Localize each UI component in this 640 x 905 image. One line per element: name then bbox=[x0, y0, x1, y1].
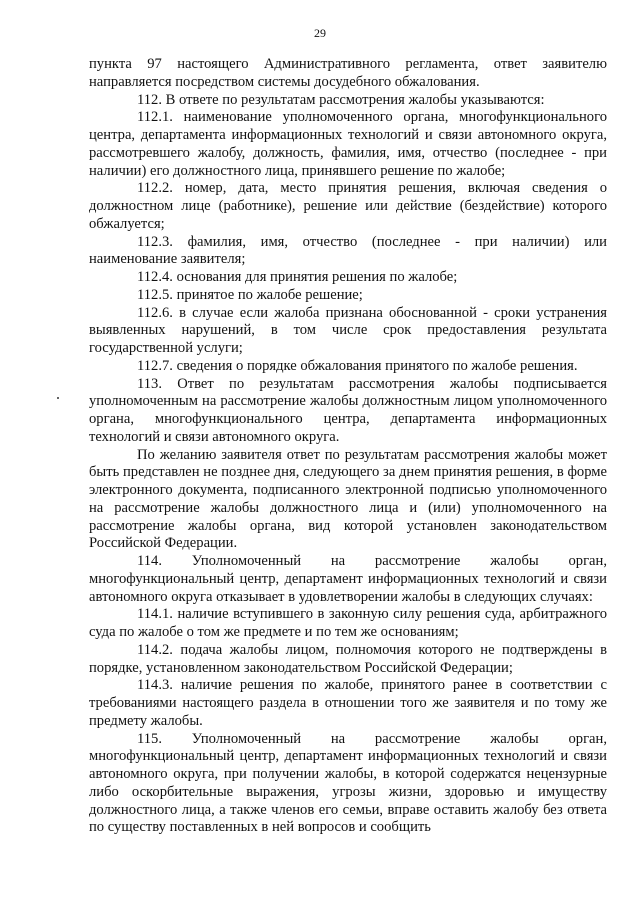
paragraph-continuation: пункта 97 настоящего Административного регламента, ответ заявителю направляется посредством системы досудебного обжалования. bbox=[89, 56, 607, 90]
paragraph-112-3: 112.3. фамилия, имя, отчество (последнее - при наличии) или наименование заявителя; bbox=[89, 233, 607, 268]
document-body bbox=[89, 56, 607, 837]
paragraph-112-5: 112.5. принятое по жалобе решение; bbox=[137, 286, 363, 303]
paragraph-112-4: 112.4. основания для принятия решения по жалобе; bbox=[137, 269, 458, 285]
paragraph-112-6: 112.6. в случае если жалоба признана обоснованной - сроки устранения выявленных нарушений, в том числе срок предоставления результата государственной услуги; bbox=[89, 304, 607, 356]
paragraph-114: 114. Уполномоченный на рассмотрение жалобы орган, многофункциональный центр, департамент информационных технологий и связи автономного округа отказывает в удовлетворении жалобы в следующих случаях: bbox=[89, 553, 607, 605]
paragraph-112-2: 112.2. номер, дата, место принятия решения, включая сведения о должностном лице (работнике), решение или действие (бездействие) которого обжалуется; bbox=[89, 180, 607, 232]
page-number: 29 bbox=[314, 26, 326, 40]
margin-mark bbox=[57, 397, 59, 399]
paragraph-115: 115. Уполномоченный на рассмотрение жалобы орган, многофункциональный центр, департамент информационных технологий и связи автономного округа, при получении жалобы, в которой содержатся нецензурные либо оскорбительные выражения, угрозы жизни, здоровью и имуществу должностного лица, а также членов его семьи, вправе оставить жалобу без ответа по существу поставленных в ней вопросов и сообщить bbox=[89, 730, 607, 836]
paragraph-112-7: 112.7. сведения о порядке обжалования принятого по жалобе решения. bbox=[137, 357, 578, 374]
paragraph-112: 112. В ответе по результатам рассмотрения жалобы указываются: bbox=[137, 91, 545, 108]
paragraph-114-2: 114.2. подача жалобы лицом, полномочия которого не подтверждены в порядке, установленном законодательством Российской Федерации; bbox=[89, 641, 607, 676]
paragraph-112-1: 112.1. наименование уполномоченного органа, многофункционального центра, департамента информационных технологий и связи автономного округа, рассмотревшего жалобу, должность, фамилия, имя, отчество (последнее - при наличии) его должностного лица, принявшего решение по жалобе; bbox=[89, 109, 607, 179]
paragraph-113-electronic: По желанию заявителя ответ по результатам рассмотрения жалобы может быть представлен не позднее дня, следующего за днем принятия решения, в форме электронного документа, подписанного электронной подписью уполномоченного на рассмотрение жалобы должностного лица и (или) уполномоченного на рассмотрение жалобы органа, вид которой установлен законодательством Российской Федерации. bbox=[89, 446, 607, 552]
paragraph-114-3: 114.3. наличие решения по жалобе, принятого ранее в соответствии с требованиями настоящего раздела в отношении того же заявителя и по тому же предмету жалобы. bbox=[89, 677, 607, 729]
paragraph-113: 113. Ответ по результатам рассмотрения жалобы подписывается уполномоченным на рассмотрение жалобы должностным лицом уполномоченного органа, многофункционального центра, департамента информационных технологий и связи автономного округа. bbox=[89, 375, 607, 445]
paragraph-114-1: 114.1. наличие вступившего в законную силу решения суда, арбитражного суда по жалобе о том же предмете и по тем же основаниям; bbox=[89, 606, 607, 640]
